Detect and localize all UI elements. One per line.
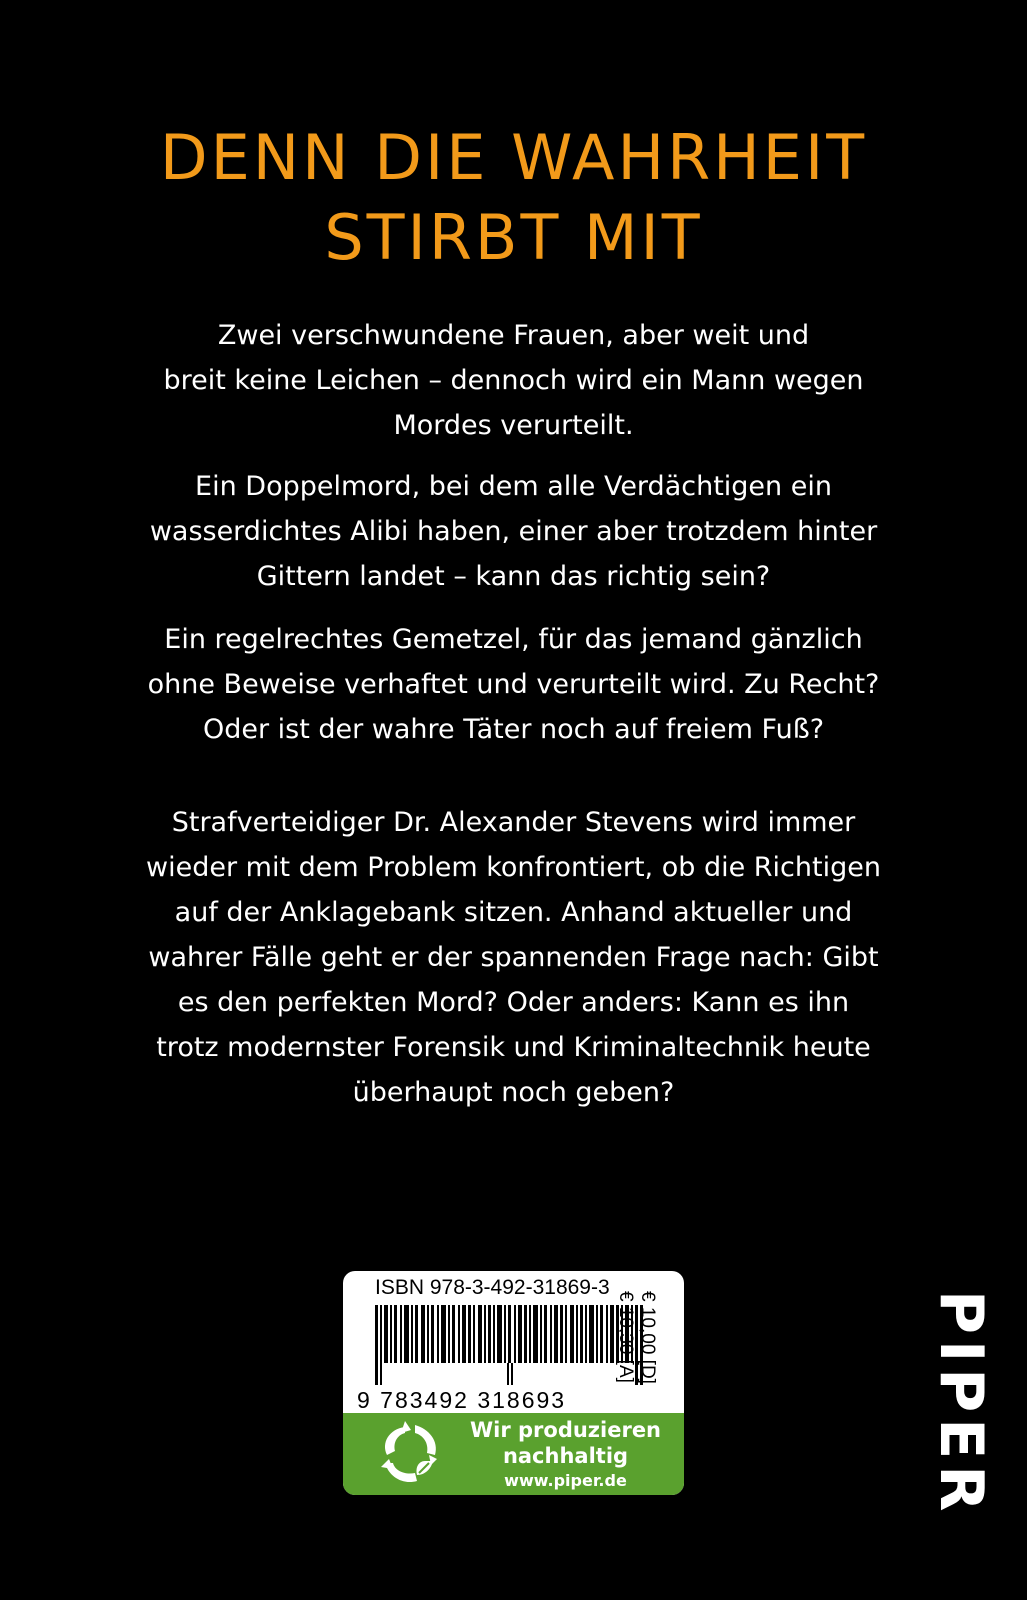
- blurb-line: es den perfekten Mord? Oder anders: Kann es ihn: [177, 987, 850, 1018]
- price-at: € 10,30 [A]: [615, 1291, 636, 1383]
- publisher-url: www.piper.de: [504, 1471, 627, 1490]
- title-line-1: DENN DIE WAHRHEIT: [159, 121, 868, 194]
- blurb-line: wasserdichtes Alibi haben, einer aber trotzdem hinter: [149, 516, 878, 547]
- blurb-line: Mordes verurteilt.: [393, 410, 634, 441]
- blurb-line: Gittern landet – kann das richtig sein?: [256, 561, 771, 592]
- eco-badge: [343, 1413, 684, 1495]
- barcode-label: [343, 1271, 684, 1495]
- blurb-paragraph-1: [0, 313, 1027, 448]
- blurb-line: Ein regelrechtes Gemetzel, für das jemand gänzlich: [164, 624, 863, 655]
- isbn-label: ISBN 978-3-492-31869-3: [375, 1276, 610, 1299]
- price-de: € 10,00 [D]: [637, 1291, 658, 1384]
- title-line-2: STIRBT MIT: [324, 201, 703, 274]
- recycle-leaves-icon: [375, 1421, 445, 1487]
- blurb-line: auf der Anklagebank sitzen. Anhand aktueller und: [174, 897, 853, 928]
- blurb-paragraph-2: [0, 464, 1027, 599]
- blurb-line: Ein Doppelmord, bei dem alle Verdächtigen ein: [195, 471, 832, 502]
- eco-text: [453, 1417, 678, 1493]
- publisher-logo: PIPER: [926, 1290, 996, 1518]
- blurb-line: ohne Beweise verhaftet und verurteilt wird. Zu Recht?: [147, 669, 880, 700]
- blurb-paragraph-3: [0, 617, 1027, 752]
- ean-digits: 9 783492 318693: [357, 1387, 567, 1413]
- blurb-paragraph-4: [0, 800, 1027, 1115]
- eco-line-2: nachhaltig: [502, 1444, 629, 1468]
- blurb-line: trotz modernster Forensik und Kriminaltechnik heute: [156, 1032, 871, 1063]
- blurb-line: überhaupt noch geben?: [352, 1077, 675, 1108]
- blurb-line: Strafverteidiger Dr. Alexander Stevens wird immer: [171, 807, 856, 838]
- eco-line-1: Wir produzieren: [469, 1418, 662, 1442]
- blurb-line: Oder ist der wahre Täter noch auf freiem Fuß?: [202, 714, 825, 745]
- blurb-line: wieder mit dem Problem konfrontiert, ob die Richtigen: [146, 852, 881, 883]
- book-title: [0, 118, 1027, 278]
- price-block: [598, 1271, 676, 1399]
- blurb-line: Zwei verschwundene Frauen, aber weit und: [217, 320, 810, 351]
- blurb-line: wahrer Fälle geht er der spannenden Frage nach: Gibt: [148, 942, 879, 973]
- blurb-line: breit keine Leichen – dennoch wird ein Mann wegen: [163, 365, 864, 396]
